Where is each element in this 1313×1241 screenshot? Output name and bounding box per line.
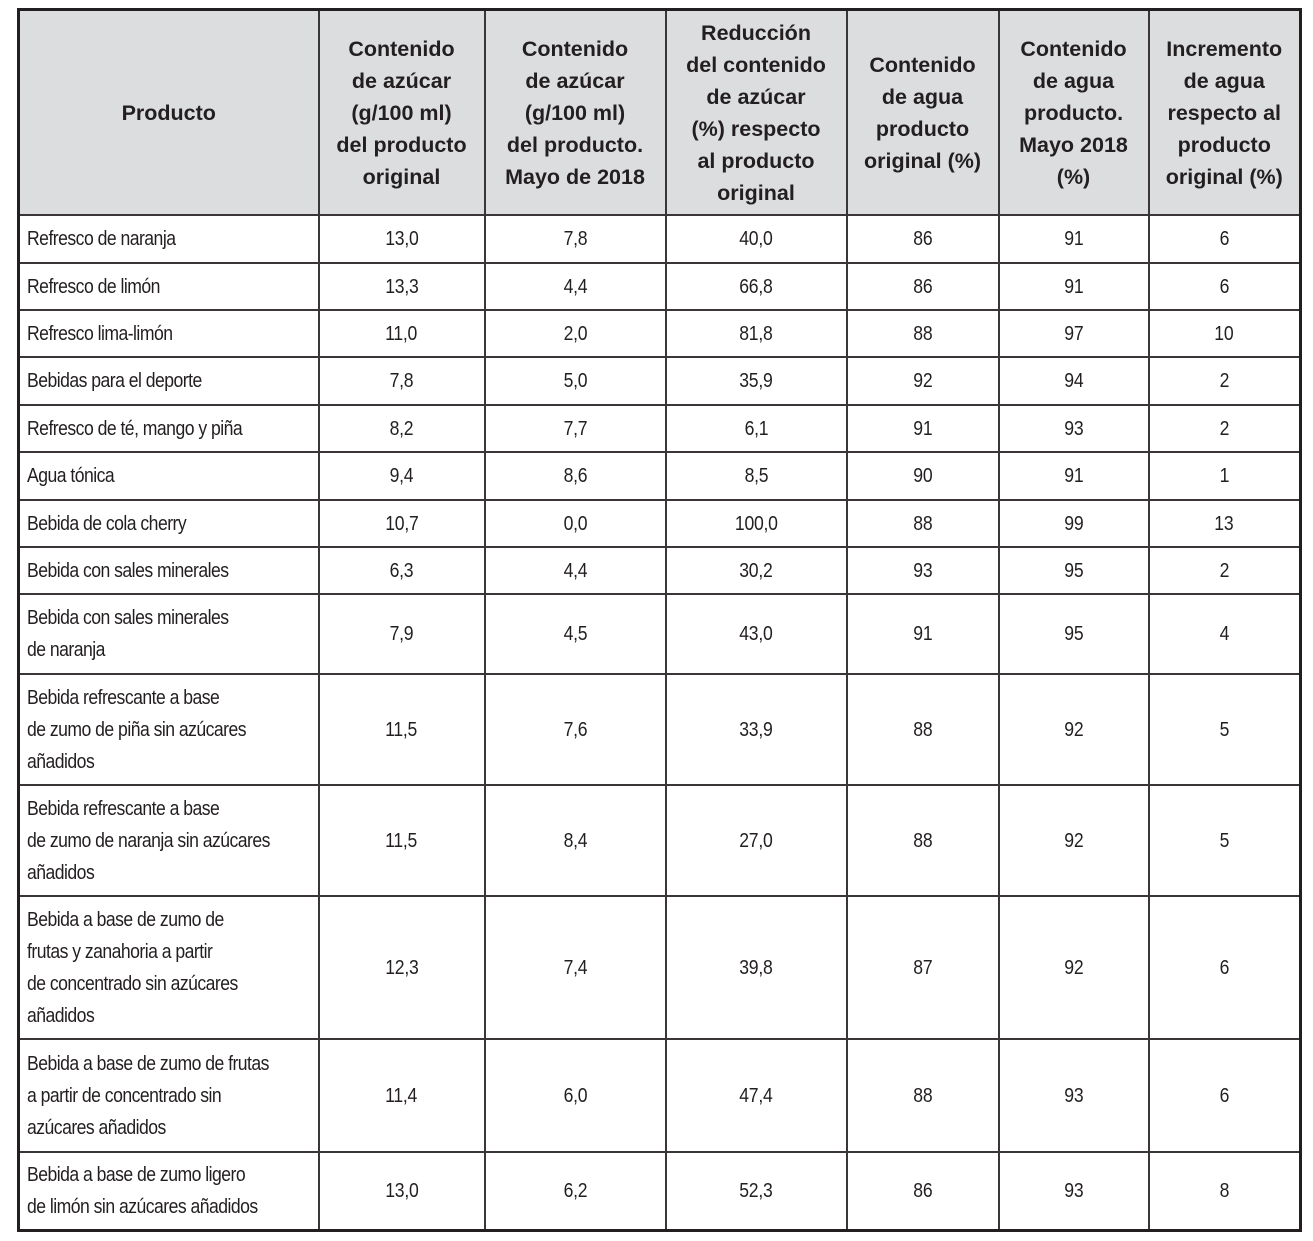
water-increase-cell: [1149, 1039, 1301, 1152]
cell-value: 10: [1214, 322, 1234, 345]
water-original-cell: [847, 310, 999, 357]
sugar-original-cell: [319, 594, 485, 674]
product-name-cell: [19, 405, 319, 452]
water-increase-cell: [1149, 215, 1301, 263]
cell-value: 95: [1063, 623, 1084, 645]
product-name-line: a partir de concentrado sin: [27, 1084, 222, 1107]
table-row: [19, 896, 1301, 1039]
cell-value: 93: [912, 559, 933, 582]
water-2018-cell: [999, 1152, 1149, 1230]
header-line: Contenido: [348, 36, 455, 61]
sugar-original-cell: [319, 547, 485, 594]
sugar-original-cell: [319, 896, 485, 1039]
water-original-cell: [847, 785, 999, 896]
cell-value: 7,4: [563, 956, 587, 979]
cell-value: 94: [1063, 370, 1084, 392]
sugar-original-cell: [319, 785, 485, 896]
product-name-line: añadidos: [27, 750, 95, 773]
sugar-2018-cell: [485, 215, 666, 263]
sugar-water-content-table: [17, 8, 1302, 1232]
product-name-cell: [19, 674, 319, 785]
product-name-line: de limón sin azúcares añadidos: [27, 1195, 258, 1218]
cell-value: 93: [1063, 417, 1084, 440]
header-line: Contenido: [1020, 36, 1127, 61]
header-sugar-2018: [485, 10, 666, 216]
cell-value: 6: [1219, 956, 1230, 979]
product-name-cell: [19, 215, 319, 263]
sugar-2018-cell: [485, 785, 666, 896]
sugar-2018-cell: [485, 547, 666, 594]
cell-value: 99: [1063, 512, 1084, 535]
product-name-cell: [19, 357, 319, 405]
cell-value: 11,0: [385, 322, 418, 345]
sugar-original-cell: [319, 405, 485, 452]
cell-value: 92: [1063, 829, 1084, 852]
cell-value: 88: [912, 322, 933, 345]
water-original-cell: [847, 405, 999, 452]
water-increase-cell: [1149, 547, 1301, 594]
product-name-line: de concentrado sin azúcares: [27, 972, 238, 995]
header-line: original: [717, 180, 795, 205]
sugar-2018-cell: [485, 674, 666, 785]
product-name-line: de zumo de piña sin azúcares: [27, 718, 247, 741]
product-name-cell: [19, 310, 319, 357]
sugar-reduction-cell: [666, 896, 847, 1039]
header-line: (g/100 ml): [524, 100, 626, 125]
header-water-original: [847, 10, 999, 216]
product-name-line: Refresco de naranja: [27, 228, 176, 250]
header-line: Producto: [121, 100, 216, 125]
water-original-cell: [847, 500, 999, 547]
header-sugar-original: [319, 10, 485, 216]
product-name-cell: [19, 1152, 319, 1230]
cell-value: 92: [912, 370, 933, 392]
cell-value: 40,0: [739, 228, 773, 250]
water-original-cell: [847, 357, 999, 405]
product-name-line: de zumo de naranja sin azúcares: [27, 829, 270, 852]
cell-value: 6: [1219, 1084, 1230, 1107]
water-2018-cell: [999, 310, 1149, 357]
sugar-reduction-cell: [666, 1039, 847, 1152]
cell-value: 6,2: [563, 1179, 587, 1202]
water-2018-cell: [999, 357, 1149, 405]
product-name-line: Bebidas para el deporte: [27, 370, 202, 392]
cell-value: 43,0: [739, 623, 773, 645]
water-2018-cell: [999, 594, 1149, 674]
cell-value: 1: [1219, 465, 1230, 487]
product-name-line: Refresco de té, mango y piña: [27, 417, 243, 440]
cell-value: 5: [1219, 718, 1230, 741]
water-original-cell: [847, 263, 999, 310]
table-row: [19, 452, 1301, 500]
water-increase-cell: [1149, 1152, 1301, 1230]
header-line: de azúcar: [351, 68, 452, 93]
cell-value: 6,1: [744, 417, 768, 440]
sugar-original-cell: [319, 310, 485, 357]
product-name-line: Bebida con sales minerales: [27, 607, 229, 629]
water-increase-cell: [1149, 452, 1301, 500]
water-2018-cell: [999, 215, 1149, 263]
cell-value: 8,6: [563, 465, 587, 487]
sugar-original-cell: [319, 452, 485, 500]
cell-value: 93: [1063, 1179, 1084, 1202]
header-line: Incremento: [1166, 36, 1283, 61]
cell-value: 88: [912, 829, 933, 852]
sugar-reduction-cell: [666, 215, 847, 263]
header-line: producto.: [1023, 100, 1124, 125]
header-line: Contenido: [869, 52, 976, 77]
cell-value: 11,5: [385, 829, 418, 852]
sugar-original-cell: [319, 1152, 485, 1230]
cell-value: 2: [1219, 370, 1230, 392]
cell-value: 10,7: [384, 512, 419, 535]
sugar-reduction-cell: [666, 547, 847, 594]
cell-value: 91: [912, 417, 933, 440]
water-original-cell: [847, 674, 999, 785]
cell-value: 6: [1219, 228, 1230, 250]
water-2018-cell: [999, 405, 1149, 452]
sugar-reduction-cell: [666, 785, 847, 896]
water-original-cell: [847, 215, 999, 263]
sugar-reduction-cell: [666, 357, 847, 405]
cell-value: 88: [912, 1084, 933, 1107]
header-line: de azúcar: [525, 68, 625, 93]
cell-value: 91: [912, 623, 933, 645]
cell-value: 8,2: [389, 417, 414, 440]
water-increase-cell: [1149, 500, 1301, 547]
cell-value: 92: [1063, 718, 1084, 741]
header-line: de agua: [881, 84, 964, 109]
sugar-original-cell: [319, 500, 485, 547]
sugar-reduction-cell: [666, 405, 847, 452]
cell-value: 4,4: [563, 559, 587, 582]
product-name-cell: [19, 785, 319, 896]
table-row: [19, 594, 1301, 674]
cell-value: 88: [912, 512, 933, 535]
cell-value: 2,0: [563, 322, 587, 345]
water-original-cell: [847, 594, 999, 674]
sugar-reduction-cell: [666, 1152, 847, 1230]
sugar-reduction-cell: [666, 500, 847, 547]
header-line: (%): [1056, 164, 1091, 189]
table-row: [19, 263, 1301, 310]
table-header: [19, 10, 1301, 216]
cell-value: 8,4: [563, 829, 587, 852]
cell-value: 7,8: [389, 370, 414, 392]
header-line: original (%): [1165, 164, 1283, 189]
header-line: producto: [1177, 132, 1271, 157]
water-2018-cell: [999, 896, 1149, 1039]
product-name-line: Refresco lima-limón: [27, 322, 173, 345]
product-name-cell: [19, 452, 319, 500]
sugar-original-cell: [319, 263, 485, 310]
product-name-line: Bebida a base de zumo de frutas: [27, 1052, 269, 1075]
header-line: del producto: [336, 132, 467, 157]
sugar-2018-cell: [485, 405, 666, 452]
sugar-reduction-cell: [666, 263, 847, 310]
header-water-2018: [999, 10, 1149, 216]
cell-value: 8,5: [744, 465, 768, 487]
cell-value: 91: [1063, 465, 1084, 487]
header-water-increase: [1149, 10, 1301, 216]
sugar-original-cell: [319, 1039, 485, 1152]
header-producto: [19, 10, 319, 216]
sugar-reduction-cell: [666, 310, 847, 357]
water-original-cell: [847, 1152, 999, 1230]
cell-value: 91: [1063, 228, 1084, 250]
water-increase-cell: [1149, 674, 1301, 785]
header-line: de azúcar: [706, 84, 806, 109]
header-line: producto: [875, 116, 970, 141]
water-increase-cell: [1149, 357, 1301, 405]
cell-value: 30,2: [739, 559, 773, 582]
cell-value: 9,4: [389, 465, 414, 487]
water-2018-cell: [999, 263, 1149, 310]
header-line: original (%): [863, 148, 982, 173]
water-2018-cell: [999, 547, 1149, 594]
cell-value: 8: [1219, 1179, 1230, 1202]
header-line: de agua: [1032, 68, 1115, 93]
product-name-cell: [19, 594, 319, 674]
water-original-cell: [847, 1039, 999, 1152]
water-increase-cell: [1149, 263, 1301, 310]
sugar-2018-cell: [485, 500, 666, 547]
product-name-cell: [19, 896, 319, 1039]
product-name-line: azúcares añadidos: [27, 1116, 166, 1139]
cell-value: 2: [1219, 417, 1230, 440]
cell-value: 88: [912, 718, 933, 741]
cell-value: 97: [1063, 322, 1084, 345]
sugar-2018-cell: [485, 452, 666, 500]
table-row: [19, 357, 1301, 405]
cell-value: 6,0: [563, 1084, 587, 1107]
cell-value: 0,0: [563, 512, 587, 535]
table-row: [19, 310, 1301, 357]
product-name-line: Bebida de cola cherry: [27, 512, 187, 535]
cell-value: 13: [1214, 512, 1234, 535]
cell-value: 7,8: [563, 228, 587, 250]
product-name-line: Bebida con sales minerales: [27, 559, 229, 582]
product-name-line: Bebida a base de zumo de: [27, 908, 224, 931]
cell-value: 4: [1219, 623, 1230, 645]
cell-value: 11,4: [385, 1084, 418, 1107]
water-increase-cell: [1149, 785, 1301, 896]
table-row: [19, 1039, 1301, 1152]
cell-value: 7,6: [563, 718, 587, 741]
cell-value: 39,8: [739, 956, 773, 979]
header-line: del producto.: [506, 132, 644, 157]
cell-value: 93: [1063, 1084, 1084, 1107]
sugar-reduction-cell: [666, 594, 847, 674]
product-name-line: de naranja: [27, 639, 105, 661]
sugar-2018-cell: [485, 357, 666, 405]
table-row: [19, 785, 1301, 896]
cell-value: 52,3: [739, 1179, 773, 1202]
sugar-2018-cell: [485, 594, 666, 674]
cell-value: 5: [1219, 829, 1230, 852]
sugar-2018-cell: [485, 310, 666, 357]
water-2018-cell: [999, 452, 1149, 500]
cell-value: 86: [912, 275, 933, 298]
table-row: [19, 674, 1301, 785]
cell-value: 4,4: [563, 275, 587, 298]
table-row: [19, 500, 1301, 547]
cell-value: 35,9: [739, 370, 773, 392]
sugar-reduction-cell: [666, 452, 847, 500]
cell-value: 13,0: [384, 1179, 419, 1202]
table-container: [17, 8, 1302, 1232]
cell-value: 47,4: [739, 1084, 773, 1107]
product-name-line: añadidos: [27, 1004, 95, 1027]
water-increase-cell: [1149, 594, 1301, 674]
product-name-line: Bebida refrescante a base: [27, 686, 220, 709]
sugar-original-cell: [319, 215, 485, 263]
product-name-cell: [19, 263, 319, 310]
header-line: al producto: [697, 148, 815, 173]
cell-value: 12,3: [384, 956, 419, 979]
water-original-cell: [847, 452, 999, 500]
water-2018-cell: [999, 785, 1149, 896]
water-increase-cell: [1149, 405, 1301, 452]
cell-value: 4,5: [563, 623, 587, 645]
header-line: Mayo 2018: [1019, 132, 1128, 157]
product-name-line: Agua tónica: [27, 465, 115, 487]
header-line: original: [362, 164, 441, 189]
header-row: [19, 10, 1301, 216]
sugar-reduction-cell: [666, 674, 847, 785]
header-sugar-reduction: [666, 10, 847, 216]
cell-value: 27,0: [739, 829, 773, 852]
cell-value: 86: [912, 228, 933, 250]
product-name-cell: [19, 1039, 319, 1152]
cell-value: 100,0: [734, 512, 778, 535]
product-name-line: frutas y zanahoria a partir: [27, 940, 213, 963]
water-2018-cell: [999, 500, 1149, 547]
cell-value: 66,8: [739, 275, 773, 298]
header-line: Contenido: [521, 36, 629, 61]
table-row: [19, 215, 1301, 263]
cell-value: 81,8: [739, 322, 773, 345]
cell-value: 92: [1063, 956, 1084, 979]
cell-value: 91: [1063, 275, 1084, 298]
cell-value: 7,7: [563, 417, 587, 440]
water-original-cell: [847, 547, 999, 594]
table-row: [19, 1152, 1301, 1230]
product-name-line: Bebida a base de zumo ligero: [27, 1163, 246, 1186]
table-body: [19, 215, 1301, 1230]
cell-value: 5,0: [563, 370, 587, 392]
table-row: [19, 547, 1301, 594]
cell-value: 13,3: [384, 275, 419, 298]
header-line: respecto al: [1167, 100, 1282, 125]
cell-value: 95: [1063, 559, 1084, 582]
header-line: Reducción: [701, 20, 811, 45]
water-increase-cell: [1149, 310, 1301, 357]
cell-value: 2: [1219, 559, 1230, 582]
cell-value: 87: [912, 956, 933, 979]
water-2018-cell: [999, 1039, 1149, 1152]
cell-value: 11,5: [385, 718, 418, 741]
sugar-original-cell: [319, 357, 485, 405]
cell-value: 13,0: [384, 228, 419, 250]
cell-value: 6: [1219, 275, 1230, 298]
cell-value: 33,9: [739, 718, 773, 741]
sugar-2018-cell: [485, 263, 666, 310]
sugar-2018-cell: [485, 1039, 666, 1152]
sugar-original-cell: [319, 674, 485, 785]
cell-value: 90: [912, 465, 933, 487]
product-name-line: añadidos: [27, 861, 95, 884]
product-name-line: Bebida refrescante a base: [27, 797, 220, 820]
cell-value: 7,9: [389, 623, 414, 645]
table-row: [19, 405, 1301, 452]
water-increase-cell: [1149, 896, 1301, 1039]
water-2018-cell: [999, 674, 1149, 785]
cell-value: 6,3: [389, 559, 414, 582]
product-name-cell: [19, 500, 319, 547]
header-line: del contenido: [686, 52, 826, 77]
header-line: de agua: [1183, 68, 1265, 93]
header-line: (%) respecto: [691, 116, 821, 141]
cell-value: 86: [912, 1179, 933, 1202]
water-original-cell: [847, 896, 999, 1039]
header-line: (g/100 ml): [351, 100, 452, 125]
product-name-line: Refresco de limón: [27, 275, 160, 298]
sugar-2018-cell: [485, 896, 666, 1039]
sugar-2018-cell: [485, 1152, 666, 1230]
product-name-cell: [19, 547, 319, 594]
header-line: Mayo de 2018: [505, 164, 645, 189]
